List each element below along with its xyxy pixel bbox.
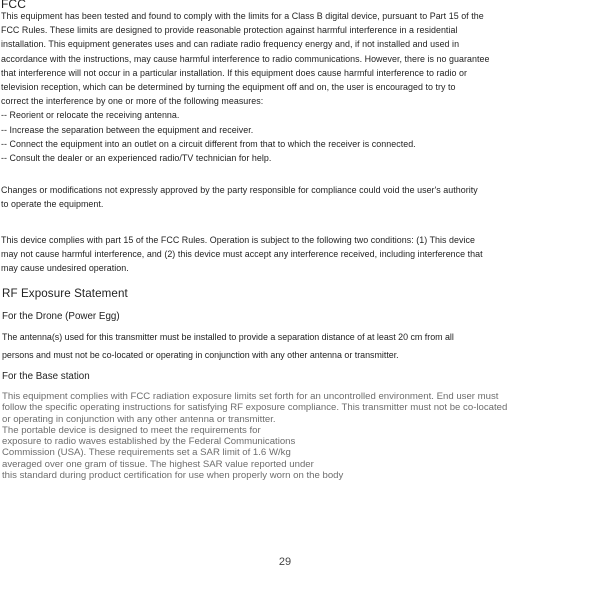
- text-line: may not cause harmful interference, and (2) this device must accept any interference received, including interference that: [1, 249, 483, 260]
- text-line: exposure to radio waves established by the Federal Communications: [2, 436, 296, 448]
- text-line: correct the interference by one or more of the following measures:: [1, 96, 264, 107]
- text-line: FCC Rules. These limits are designed to provide reasonable protection against harmful interference in a residential: [1, 25, 458, 36]
- text-line: This equipment has been tested and found to comply with the limits for a Class B digital device, pursuant to Part 15 of the: [1, 11, 484, 21]
- text-line: This equipment complies with FCC radiation exposure limits set forth for an uncontrolled environment. End user must: [2, 391, 499, 402]
- text-line: television reception, which can be determined by turning the equipment off and on, the user is encouraged to try to: [1, 82, 456, 93]
- text-line: that interference will not occur in a particular installation. If this equipment does cause harmful interference to radio or: [1, 67, 467, 78]
- text-line: or operating in conjunction with any other antenna or transmitter.: [2, 413, 276, 425]
- text-line: may cause undesired operation.: [1, 263, 129, 274]
- text-line: to operate the equipment.: [1, 199, 104, 210]
- drone-subheading: For the Drone (Power Egg): [2, 311, 120, 322]
- text-line: this standard during product certification for use when properly worn on the body: [2, 470, 344, 482]
- drone-paragraph: [2, 328, 454, 364]
- base-station-paragraph: [2, 391, 507, 481]
- text-line: This device complies with part 15 of the FCC Rules. Operation is subject to the following two conditions: (1) This device: [1, 235, 476, 245]
- page-number: 29: [278, 556, 292, 568]
- measure-item: -- Connect the equipment into an outlet on a circuit different from that to which the receiver is connected.: [1, 138, 416, 149]
- text-line: Commission (USA). These requirements set a SAR limit of 1.6 W/kg: [2, 447, 291, 459]
- rf-exposure-title: RF Exposure Statement: [2, 287, 128, 300]
- text-line: accordance with the instructions, may cause harmful interference to radio communications. However, there is no guarantee: [1, 53, 490, 64]
- text-line: installation. This equipment generates uses and can radiate radio frequency energy and, if not installed and used in: [1, 39, 460, 50]
- text-line: The portable device is designed to meet the requirements for: [2, 424, 261, 436]
- measure-item: -- Consult the dealer or an experienced radio/TV technician for help.: [1, 153, 272, 164]
- measure-item: -- Increase the separation between the equipment and receiver.: [1, 124, 254, 135]
- fcc-paragraph-1: [1, 9, 597, 165]
- fcc-paragraph-2: [1, 183, 597, 211]
- base-station-subheading: For the Base station: [2, 371, 90, 382]
- fcc-heading: FCC: [1, 0, 26, 11]
- text-line: The antenna(s) used for this transmitter must be installed to provide a separation distance of at least 20 cm from all: [2, 332, 454, 342]
- fcc-paragraph-3: [1, 233, 597, 276]
- text-line: follow the specific operating instructions for satisfying RF exposure compliance. This transmitter must not be co-located: [2, 402, 508, 414]
- text-line: persons and must not be co-located or operating in conjunction with any other antenna or transmitter.: [2, 350, 399, 360]
- measure-item: -- Reorient or relocate the receiving antenna.: [1, 110, 180, 121]
- text-line: averaged over one gram of tissue. The highest SAR value reported under: [2, 458, 314, 470]
- text-line: Changes or modifications not expressly approved by the party responsible for compliance could void the user's authority: [1, 185, 478, 195]
